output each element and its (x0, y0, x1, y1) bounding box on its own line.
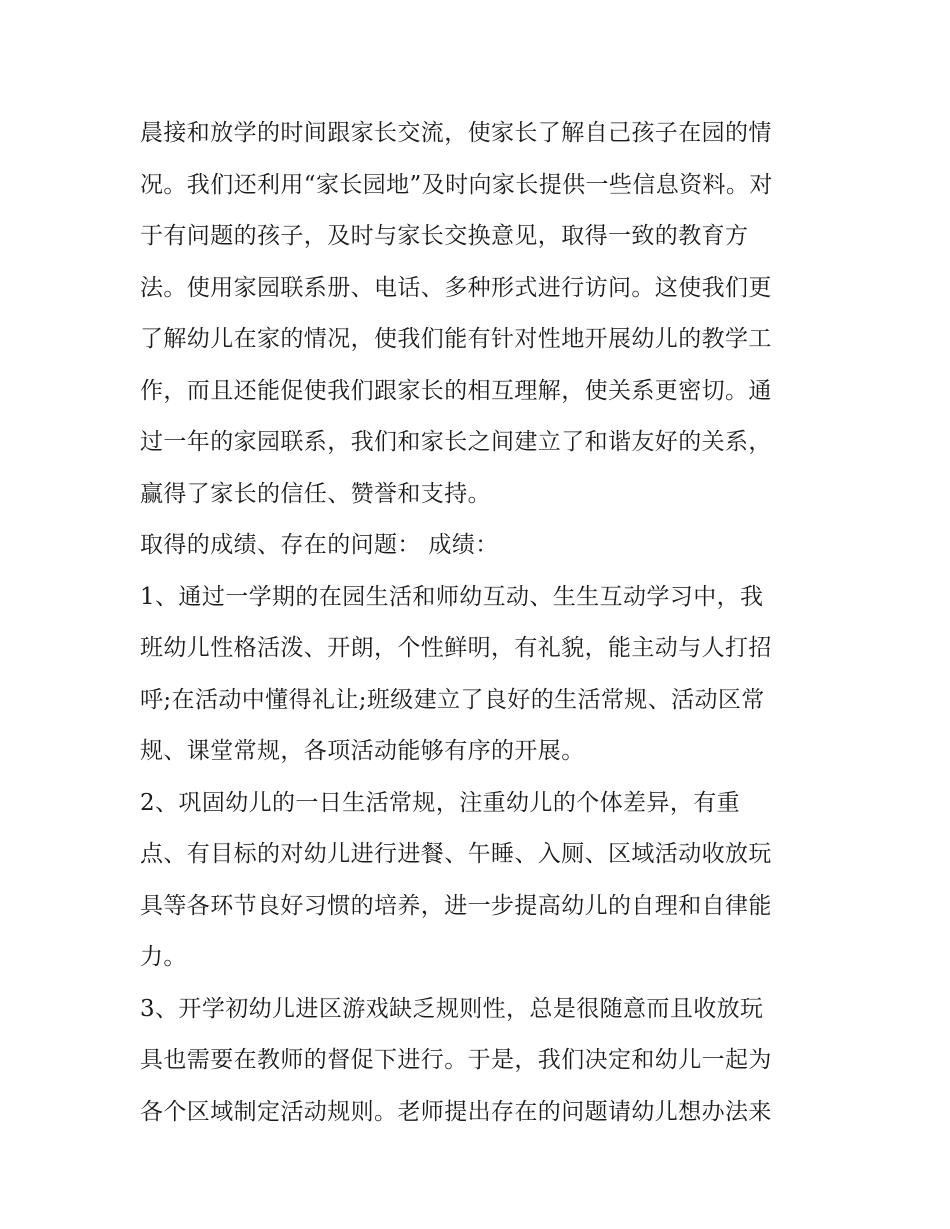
text-line: 点、有目标的对幼儿进行进餐、午睡、入厕、区域活动收放玩 (140, 841, 772, 867)
text-line: 过一年的家园联系，我们和家长之间建立了和谐友好的关系， (140, 429, 772, 455)
text-line: 具也需要在教师的督促下进行。于是，我们决定和幼儿一起为 (140, 1047, 772, 1073)
text-line: 了解幼儿在家的情况，使我们能有针对性地开展幼儿的教学工 (140, 326, 772, 352)
list-item-1-line: 1、通过一学期的在园生活和师幼互动、生生互动学习中，我 (140, 583, 764, 610)
list-item-3-line: 3、开学初幼儿进区游戏缺乏规则性，总是很随意而且收放玩 (140, 995, 764, 1022)
text-line: 班幼儿性格活泼、开朗，个性鲜明，有礼貌，能主动与人打招 (140, 635, 772, 661)
text-line: 力。 (140, 944, 187, 970)
text-line: 于有问题的孩子，及时与家长交换意见，取得一致的教育方 (140, 223, 749, 249)
text-line: 作，而且还能促使我们跟家长的相互理解，使关系更密切。通 (140, 377, 772, 404)
text-line: 具等各环节良好习惯的培养，进一步提高幼儿的自理和自律能 (140, 892, 772, 919)
text-line: 赢得了家长的信任、赞誉和支持。 (140, 480, 491, 507)
text-line: 呼;在活动中懂得礼让;班级建立了良好的生活常规、活动区常 (140, 686, 765, 713)
section-heading: 取得的成绩、存在的问题： 成绩： (140, 532, 499, 558)
text-line: 晨接和放学的时间跟家长交流，使家长了解自己孩子在园的情 (140, 120, 772, 146)
text-line: 法。使用家园联系册、电话、多种形式进行访问。这使我们更 (140, 274, 772, 301)
text-line: 况。我们还利用“家长园地”及时向家长提供一些信息资料。对 (140, 171, 773, 198)
list-item-2-line: 2、巩固幼儿的一日生活常规，注重幼儿的个体差异，有重 (140, 789, 741, 816)
document-body (140, 108, 820, 1138)
text-line: 各个区域制定活动规则。老师提出存在的问题请幼儿想办法来 (140, 1098, 772, 1125)
text-line: 规、课堂常规，各项活动能够有序的开展。 (140, 738, 585, 764)
